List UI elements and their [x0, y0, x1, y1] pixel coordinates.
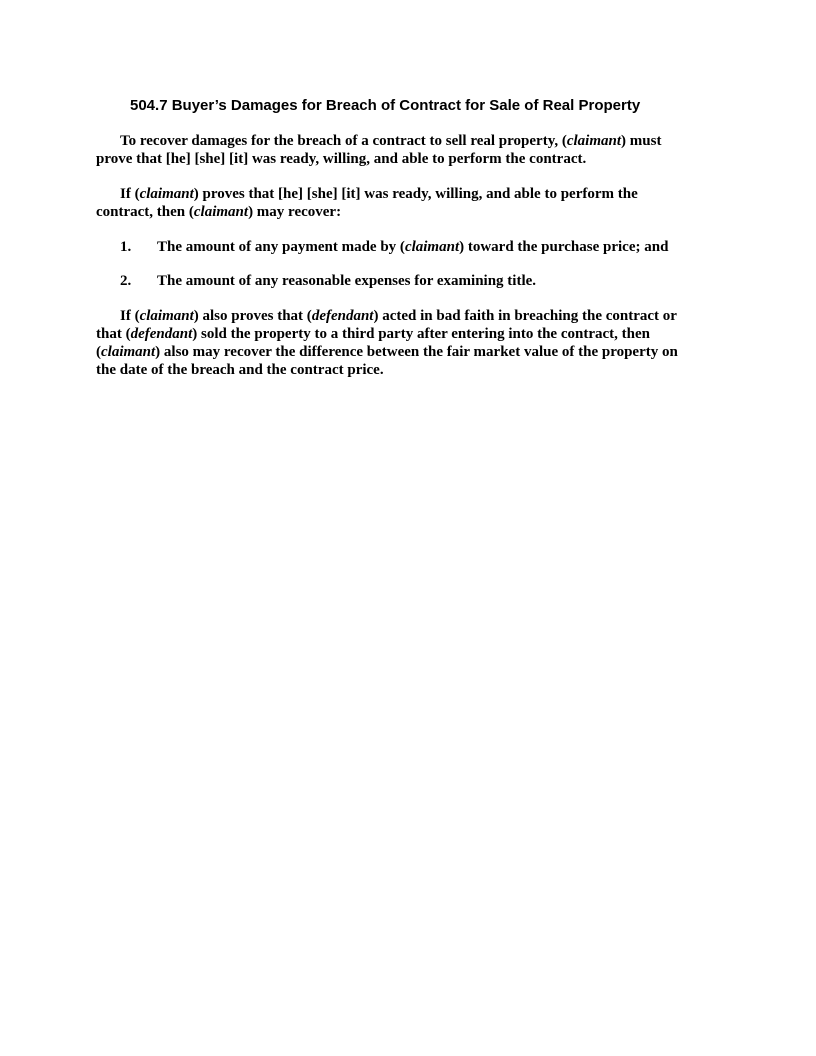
text-line	[96, 203, 341, 221]
text: The amount of any payment made by (	[157, 239, 405, 255]
placeholder-claimant: claimant	[404, 239, 460, 255]
text-line: prove that [he] [she] [it] was ready, willing, and able to perform the contract.	[96, 151, 587, 167]
text-line	[96, 343, 678, 361]
text-line	[120, 132, 661, 150]
text: If (	[120, 186, 140, 202]
text: To recover damages for the breach of a contract to sell real property, (	[120, 133, 567, 149]
text: ) toward the purchase price; and	[459, 239, 669, 255]
placeholder-claimant: claimant	[139, 186, 194, 202]
placeholder-claimant: claimant	[139, 308, 194, 324]
list-number: 1.	[120, 239, 132, 255]
text: If (	[120, 308, 140, 324]
text-line: The amount of any reasonable expenses for examining title.	[157, 273, 537, 289]
text-line	[157, 238, 668, 256]
placeholder-claimant: claimant	[566, 133, 622, 149]
text: ) acted in bad faith in breaching the contract or	[373, 308, 677, 324]
text: (	[96, 344, 101, 360]
text-line	[96, 325, 650, 343]
text: ) may recover:	[248, 204, 342, 220]
text: contract, then (	[96, 204, 194, 220]
text-line: the date of the breach and the contract price.	[96, 362, 384, 378]
text: ) also proves that (	[193, 308, 312, 324]
placeholder-claimant: claimant	[101, 344, 156, 360]
text: ) must	[621, 133, 662, 149]
text: ) sold the property to a third party after entering into the contract, then	[192, 326, 650, 342]
placeholder-defendant: defendant	[130, 326, 193, 342]
placeholder-claimant: claimant	[193, 204, 249, 220]
text-line	[120, 185, 638, 203]
placeholder-defendant: defendant	[311, 308, 374, 324]
text: ) also may recover the difference between the fair market value of the property on	[155, 344, 678, 360]
document-title: 504.7 Buyer’s Damages for Breach of Contract for Sale of Real Property	[130, 97, 641, 114]
text-line	[120, 307, 677, 325]
text: that (	[96, 326, 131, 342]
list-number: 2.	[120, 273, 132, 289]
text: ) proves that [he] [she] [it] was ready, willing, and able to perform the	[193, 186, 638, 202]
